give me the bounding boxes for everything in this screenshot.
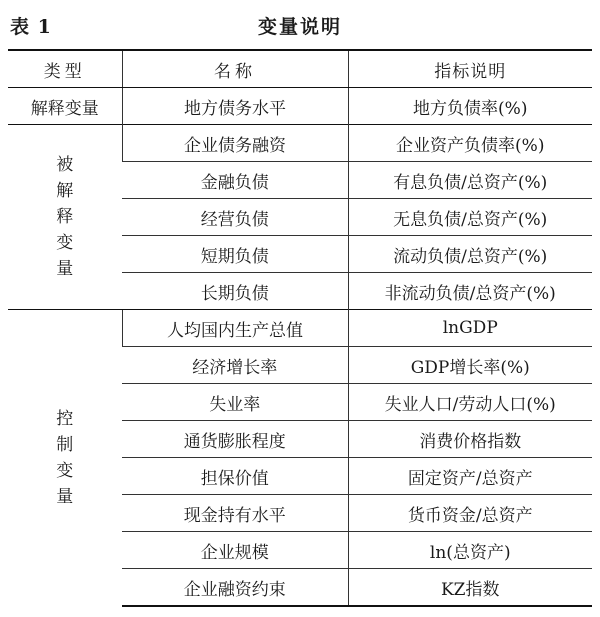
group-label-char: 变: [56, 461, 74, 481]
variable-table: [8, 49, 592, 607]
variable-name: 现金持有水平: [122, 495, 348, 532]
variable-name: 经营负债: [122, 199, 348, 236]
variable-description: lnGDP: [348, 310, 592, 347]
variable-name: 地方债务水平: [122, 88, 348, 125]
variable-name: 失业率: [122, 384, 348, 421]
group-label-control: [8, 310, 122, 607]
variable-description: GDP增长率(%): [348, 347, 592, 384]
variable-name: 企业规模: [122, 532, 348, 569]
variable-description: 失业人口/劳动人口(%): [348, 384, 592, 421]
group-label-char: 量: [56, 487, 74, 507]
table-row: [8, 88, 592, 125]
variable-description: 固定资产/总资产: [348, 458, 592, 495]
table-row: [8, 310, 592, 347]
group-label-char: 解: [56, 181, 74, 201]
header-name: 名称: [122, 50, 348, 88]
table-title: 变量说明: [257, 16, 342, 38]
variable-name: 长期负债: [122, 273, 348, 310]
variable-name: 企业融资约束: [122, 569, 348, 607]
group-label-char: 制: [56, 435, 74, 455]
table-row: [8, 125, 592, 162]
variable-name: 企业债务融资: [122, 125, 348, 162]
variable-description: 消费价格指数: [348, 421, 592, 458]
group-label-explained: [8, 125, 122, 310]
variable-name: 人均国内生产总值: [122, 310, 348, 347]
header-description: 指标说明: [348, 50, 592, 88]
variable-name: 担保价值: [122, 458, 348, 495]
group-label-char: 释: [56, 207, 74, 227]
variable-description: 有息负债/总资产(%): [348, 162, 592, 199]
variable-name: 金融负债: [122, 162, 348, 199]
variable-description: 货币资金/总资产: [348, 495, 592, 532]
header-type: 类型: [8, 50, 122, 88]
group-label-char: 变: [56, 233, 74, 253]
variable-name: 经济增长率: [122, 347, 348, 384]
table-header-row: [8, 50, 592, 88]
table-caption: [0, 0, 600, 46]
variable-description: KZ指数: [348, 569, 592, 607]
table-number: 表 1: [10, 16, 52, 38]
variable-description: 无息负债/总资产(%): [348, 199, 592, 236]
group-label-explanatory: 解释变量: [8, 88, 122, 125]
variable-name: 短期负债: [122, 236, 348, 273]
group-label-char: 被: [56, 155, 74, 175]
variable-description: 地方负债率(%): [348, 88, 592, 125]
variable-description: 非流动负债/总资产(%): [348, 273, 592, 310]
group-label-char: 控: [56, 409, 74, 429]
variable-description: 企业资产负债率(%): [348, 125, 592, 162]
variable-description: ln(总资产): [348, 532, 592, 569]
group-label-char: 量: [56, 259, 74, 279]
variable-name: 通货膨胀程度: [122, 421, 348, 458]
variable-description: 流动负债/总资产(%): [348, 236, 592, 273]
